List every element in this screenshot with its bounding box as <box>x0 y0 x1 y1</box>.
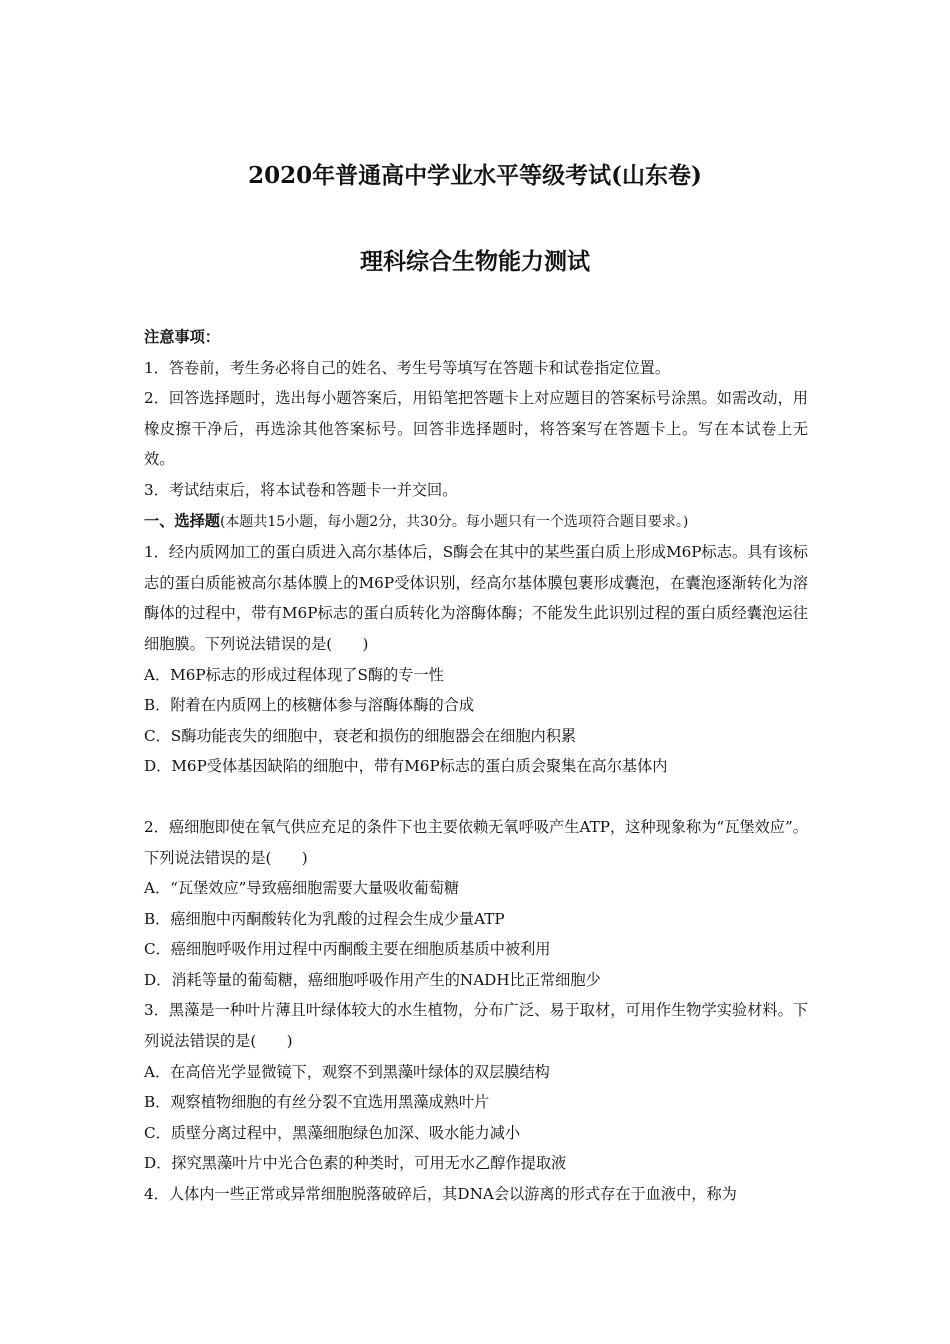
notice-item: 3．考试结束后，将本试卷和答题卡一并交回。 <box>144 480 458 499</box>
exam-body <box>144 322 808 1210</box>
question-option: D．消耗等量的葡萄糖，癌细胞呼吸作用产生的NADH比正常细胞少 <box>144 970 601 989</box>
section-heading-line <box>144 506 808 538</box>
question-option: B．癌细胞中丙酮酸转化为乳酸的过程会生成少量ATP <box>144 909 505 928</box>
question-option: D．探究黑藻叶片中光合色素的种类时，可用无水乙醇作提取液 <box>144 1154 567 1173</box>
question-option: A．“瓦堡效应”导致癌细胞需要大量吸收葡萄糖 <box>144 879 460 898</box>
question-option: B．观察植物细胞的有丝分裂不宜选用黑藻成熟叶片 <box>144 1093 490 1112</box>
notice-item: 1．答卷前，考生务必将自己的姓名、考生号等填写在答题卡和试卷指定位置。 <box>144 358 671 377</box>
question-option: C．S酶功能丧失的细胞中，衰老和损伤的细胞器会在细胞内积累 <box>144 726 577 745</box>
question-stem: 2．癌细胞即使在氧气供应充足的条件下也主要依赖无氧呼吸产生ATP，这种现象称为“瓦堡效应”。下列说法错误的是( ) <box>144 817 808 867</box>
question-stem: 4．人体内一些正常或异常细胞脱落破碎后，其DNA会以游离的形式存在于血液中，称为 <box>144 1185 737 1204</box>
question-stem: 3．黑藻是一种叶片薄且叶绿体较大的水生植物，分布广泛、易于取材，可用作生物学实验材料。下列说法错误的是( ) <box>144 1001 808 1051</box>
notice-item: 2．回答选择题时，选出每小题答案后，用铅笔把答题卡上对应题目的答案标号涂黑。如需改动，用橡皮擦干净后，再选涂其他答案标号。回答非选择题时，将答案写在答题卡上。写在本试卷上无效。 <box>144 389 808 469</box>
question-option: A．M6P标志的形成过程体现了S酶的专一性 <box>144 665 444 684</box>
question-option: C．质壁分离过程中，黑藻细胞绿色加深、吸水能力减小 <box>144 1123 521 1142</box>
exam-title: 2020年普通高中学业水平等级考试(山东卷) <box>248 162 702 189</box>
notice-heading: 注意事项： <box>144 328 220 346</box>
question-option: B．附着在内质网上的核糖体参与溶酶体酶的合成 <box>144 696 475 715</box>
question-option: C．癌细胞呼吸作用过程中丙酮酸主要在细胞质基质中被利用 <box>144 940 551 959</box>
section-note: (本题共15小题，每小题2分，共30分。每小题只有一个选项符合题目要求。) <box>219 513 689 530</box>
question-stem: 1．经内质网加工的蛋白质进入高尔基体后，S酶会在其中的某些蛋白质上形成M6P标志。具有该标志的蛋白质能被高尔基体膜上的M6P受体识别，经高尔基体膜包裹形成囊泡，在囊泡逐渐转化为溶酶体的过程中，带有M6P标志的蛋白质转化为溶酶体酶；不能发生此识别过程的蛋白质经囊泡运往细胞膜。下列说法错误的是( ) <box>144 543 808 653</box>
section-heading: 一、选择题 <box>144 511 220 530</box>
blank-line <box>144 782 808 812</box>
question-option: A．在高倍光学显微镜下，观察不到黑藻叶绿体的双层膜结构 <box>144 1062 550 1081</box>
exam-subtitle: 理科综合生物能力测试 <box>360 248 590 275</box>
question-option: D．M6P受体基因缺陷的细胞中，带有M6P标志的蛋白质会聚集在高尔基体内 <box>144 757 668 776</box>
